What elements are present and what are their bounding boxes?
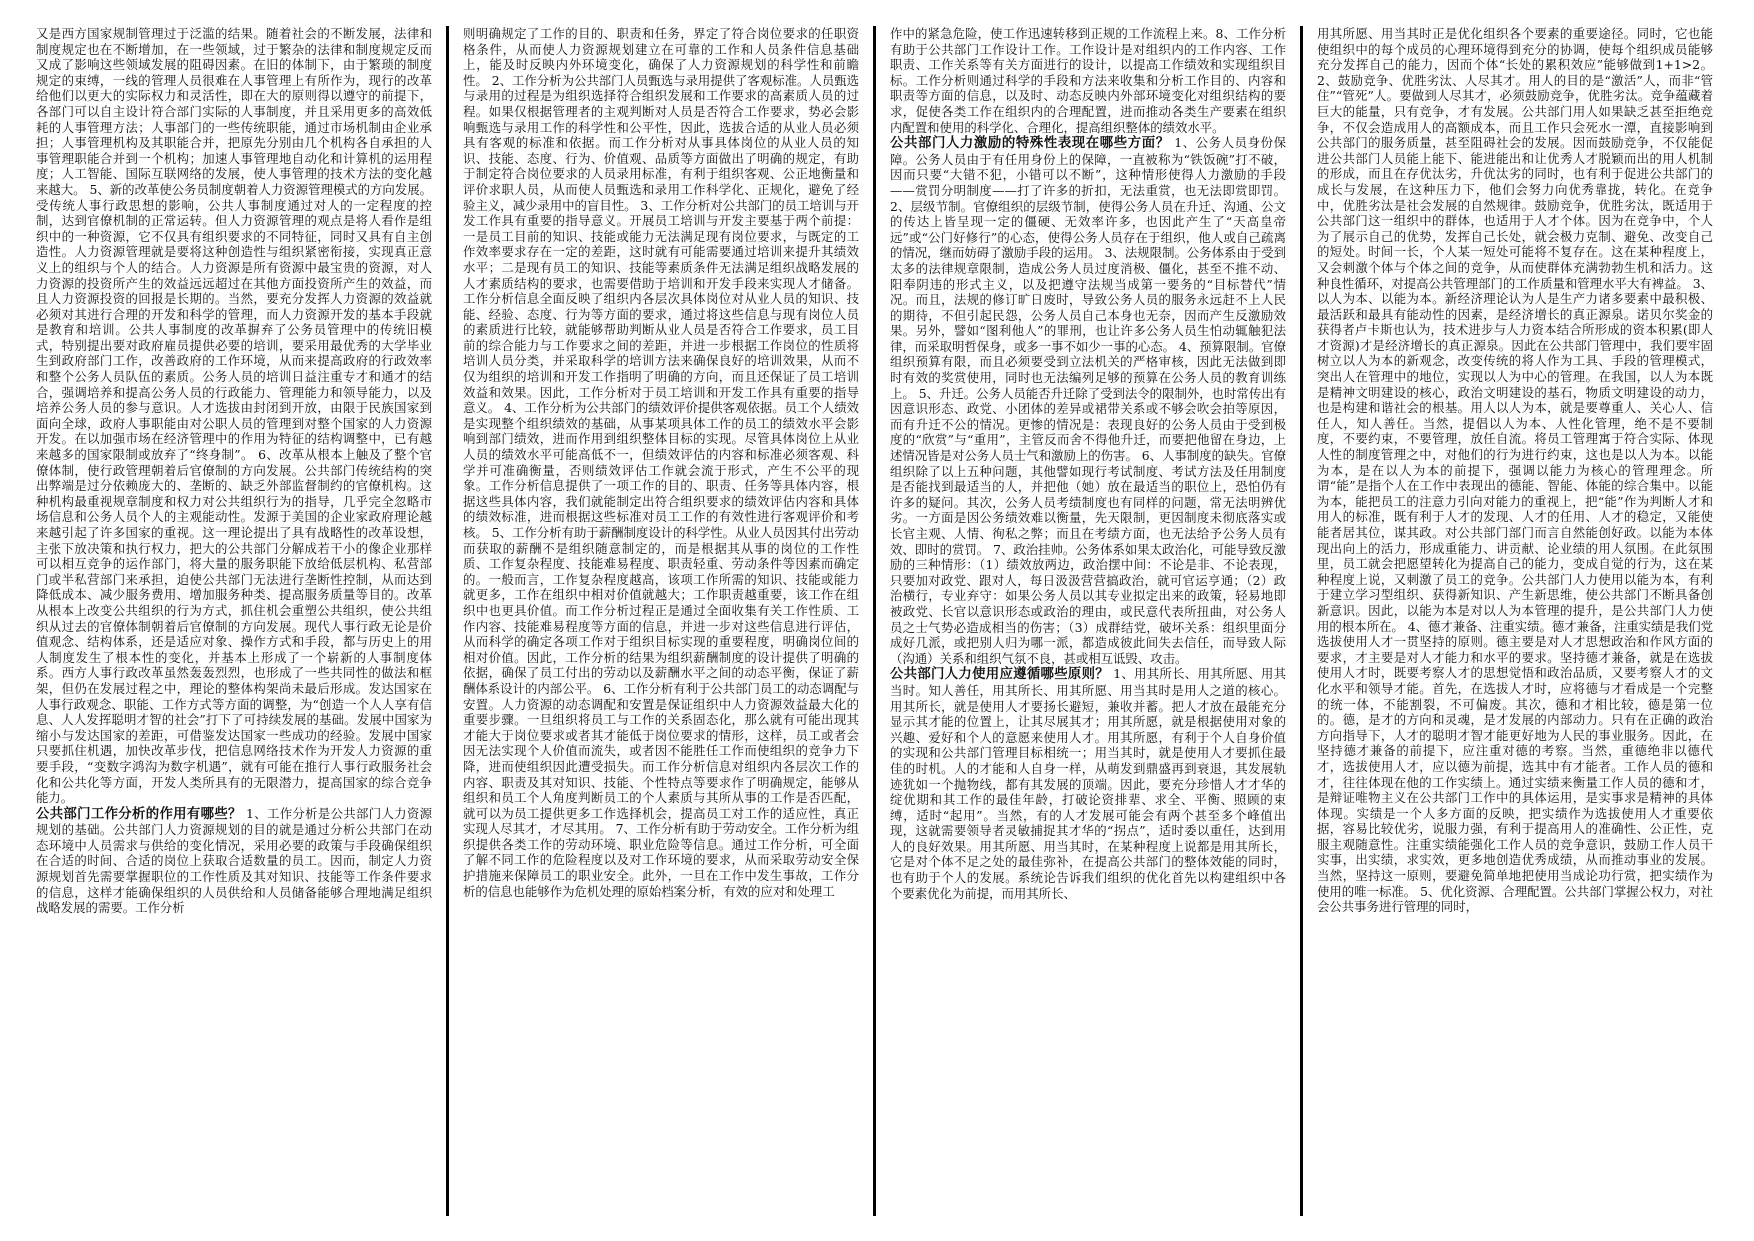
column-divider	[446, 26, 449, 1216]
paragraph: 又是西方国家规制管理过于泛滥的结果。随着社会的不断发展，法律和制度规定也在不断增加，在一些领域，过于繁杂的法律和制度规定反而又成了影响这些领域发展的阻碍因素。在旧的体制下，由于繁琐的制度规定的束缚，一线的管理人员很难在人事管理上有所作为，现行的改革给他们以更大的实际权力和灵活性，即在大的原则得以遵守的前提下，各部门可以自主设计符合部门实际的人事制度，并且采用更多的高效低耗的人事管理方法；人事部门的一些传统职能，通过市场机制由企业承担；人事管理机构及其职能合并，把原先分别由几个机构各自承担的人事管理职能合并到一个机构；加速人事管理地自动化和计算机的运用程度；人工智能、国际互联网络的发展，使人事管理的技术方法的变化越来越大。 5、新的改革使公务员制度朝着人力资源管理模式的方向发展。受传统人事行政思想的影响，公共人事制度通过对人的一定程度的控制，达到官僚机制的正常运转。但人力资源管理的观点是将人看作是组织中的一种资源，它不仅具有组织要求的不同特征，同时又具有自主创造性。人力资源管理就是要将这种创造性与组织紧密衔接，实现真正意义上的组织与个人的结合。人力资源是所有资源中最宝贵的资源，对人力资源的投资所产生的效益远远超过在其他方面投资所产生的效益，而且人力资源投资的回报是长期的。当然，要充分发挥人力资源的效益就必须对其进行合理的开发和科学的管理，而人力资源开发的基本手段就是教育和培训。公共人事制度的改革摒弃了公务员管理中的传统旧模式，特别提出要对政府雇员提供必要的培训，要采用最优秀的大学毕业生到政府部门工作，改善政府的工作环境，从而来提高政府的行政效率和整个公务人员队伍的素质。公务人员的培训日益注重专才和通才的结合，强调培养和提高公务人员的行政能力、管理能力和领导能力，以及培养公务人员的参与意识。人才选拔由封闭到开放，由限于民族国家到面向全球，政府人事职能由对公职人员的管理到对整个国家的人力资源开发。在以加强市场在经济管理中的作用为特征的结构调整中，已有越来越多的国家限制或放弃了“终身制”。 6、改革从根本上触及了整个官僚体制，使行政管理朝着后官僚制的方向发展。公共部门传统结构的突出弊端是过分依赖庞大的、垄断的、缺乏外部监督制约的官僚机构。这种机构最重视规章制度和权力对公共组织行为的指导，几乎完全忽略市场信息和公务人员个人的主观能动性。发源于美国的企业家政府理论越来越引起了许多国家的重视。这一理论提出了具有战略性的改革设想，主张下放决策和执行权力，把大的公共部门分解成若干小的像企业那样可以相互竞争的运作部门，将大量的服务职能下放给低层机构、私营部门或半私营部门来承担，迫使公共部门无法进行垄断性控制，从而达到降低成本、减少服务费用、增加服务种类、提高服务质量等目的。改革从根本上改变公共组织的行为方式，抓住机会重塑公共组织，使公共组织从过去的官僚体制朝着后官僚制的方向发展。现代人事行政无论是价值观念、结构体系，还是适应对象、操作方式和手段，都与历史上的用人制度发生了根本性的变化，并基本上形成了一个崭新的人事制度体系。西方人事行政改革虽然轰轰烈烈，也形成了一些共同性的做法和框架，但仍在发展过程之中，理论的整体构架尚未最后形成。发达国家在人事行政观念、职能、工作方式等方面的调整，为“创造一个人人享有信息、人人发挥聪明才智的社会”打下了可持续发展的基础。发展中国家为缩小与发达国家的差距，可借鉴发达国家一些成功的经验。发展中国家只要抓住机遇，加快改革步伐，把信息网络技术作为开发人力资源的重要手段，“变数字鸿沟为数字机遇”，就有可能在推行人事行政服务社会化和公共化等方面，开发人类所具有的无限潜力，提高国家的综合竞争能力。	[36, 26, 432, 806]
paragraph: 用其所愿、用当其时正是优化组织各个要素的重要途径。同时，它也能使组织中的每个成员的心理环境得到充分的协调，使每个组织成员能够充分发挥自己的能力，因而个体“长处的累积效应”能够做到1+1>2。 2、鼓励竞争、优胜劣汰、人尽其才。用人的目的是“激活”人，而非“管住”“管死”人。要做到人尽其才，必须鼓励竞争，优胜劣汰。竞争蕴藏着巨大的能量，只有竞争，才有发展。公共部门用人如果缺乏甚至拒绝竞争，不仅会造成用人的高额成本，而且工作只会死水一潭，直接影响到公共部门的服务质量，甚至阻碍社会的发展。因而鼓励竞争，不仅能促进公共部门人员能上能下、能进能出和让优秀人才脱颖而出的用人机制的形成，而且在存优汰劣，升优汰劣的同时，也有利于促进公共部门的成长与发展，在这种压力下，他们会努力向优秀靠拢，转化。在竞争中，优胜劣汰是社会发展的自然规律。鼓励竞争，优胜劣汰，既适用于公共部门这一组织中的群体，也适用于人才个体。因为在竞争中，个人为了展示自己的优势，发挥自己长处，就会极力克制、避免、改变自己的短处。时间一长，个人某一短处可能将不复存在。这在某种程度上，又会刺激个体与个体之间的竞争，从而使群体充满勃勃生机和活力。这种良性循环，对提高公共管理部门的工作质量和管理水平大有裨益。 3、以人为本、以能为本。新经济理论认为人是生产力诸多要素中最积极、最活跃和最具有能动性的因素，是经济增长的真正源泉。诺贝尔奖金的获得者卢卡斯也认为，技术进步与人力资本结合所形成的资本积累(即人才资源)才是经济增长的真正源泉。因此在公共部门管理中，我们要牢固树立以人为本的新观念，改变传统的将人作为工具、手段的管理模式，突出人在管理中的地位，实现以人为中心的管理。在我国，以人为本既是精神文明建设的核心，政治文明建设的基石，物质文明建设的动力，也是构建和谐社会的根基。用人以人为本，就是要尊重人、关心人、信任人，知人善任。当然，提倡以人为本、人性化管理，绝不是不要制度，不要约束，不要管理，放任自流。将员工管理寓于符合实际、体现人性的制度管理之中，对他们的行为进行约束，这也是以人为本。以能为本，是在以人为本的前提下，强调以能力为核心的管理理念。所谓“能”是指个人在工作中表现出的德能、智能、体能的综合集中。以能为本，能把员工的注意力引向对能力的重视上，把“能”作为判断人才和用人的标准，既有利于人才的发现、人才的任用、人才的稳定，又能使能者居其位，谋其政。对公共部门部门而言自然能创好政。以能为本体现出向上的活力，形成重能力、讲贡献、论业绩的用人氛围。在此氛围里，员工就会把愿望转化为提高自己的能力，变成自觉的行为，这在某种程度上说，又刺激了员工的竞争。公共部门人力使用以能为本，有利于建立学习型组织、获得新知识、产生新思维，使公共部门不断具备创新意识。因此，以能为本是对以人为本管理的提升，是公共部门人力使用的根本所在。 4、德才兼备、注重实绩。德才兼备，注重实绩是我们党选拔使用人才一贯坚持的原则。德主要是对人才思想政治和作风方面的要求，才主要是对人才能力和水平的要求。坚持德才兼备，就是在选拔使用人才时，既要考察人才的思想觉悟和政治品质，又要考察人才的文化水平和领导才能。首先，在选拔人才时，应将德与才看成是一个完整的统一体，不能割裂，不可偏废。其次，德和才相比较，德是第一位的。德，是才的方向和灵魂，是才发展的内部动力。只有在正确的政治方向指导下，人才的聪明才智才能更好地为人民的事业服务。因此，在坚持德才兼备的前提下，应注重对德的考察。当然，重德绝非以德代才，选拔使用人才，应以德为前提，选其中有才能者。工作人员的德和才，往往体现在他的工作实绩上。通过实绩来衡量工作人员的德和才，是辩证唯物主义在公共部门工作中的具体运用，是实事求是精神的具体体现。实绩是一个人多方面的反映，把实绩作为选拔使用人才重要依据，容易比较优劣，说服力强，有利于提高用人的准确性、公正性，克服主观随意性。注重实绩能强化工作人员的竞争意识，鼓励工作人员干实事，出实绩，求实效，更多地创造优秀成绩，从而推动事业的发展。当然，坚持这一原则，要避免简单地把使用当成论功行赏，把实绩作为使用的唯一标准。 5、优化资源、合理配置。公共部门掌握公权力，对社会公共事务进行管理的同时，	[1317, 26, 1713, 915]
text-column-3	[882, 26, 1294, 1216]
paragraph: 则明确规定了工作的目的、职责和任务，界定了符合岗位要求的任职资格条件，从而使人力资源规划建立在可靠的工作和人员条件信息基础上，能及时反映内外环境变化，确保了人力资源规划的科学性和前瞻性。 2、工作分析为公共部门人员甄选与录用提供了客观标准。人员甄选与录用的过程是为组织选择符合组织发展和工作要求的高素质人员的过程。如果仅根据管理者的主观判断对人员是否符合工作要求，势必会影响甄选与录用工作的科学性和公平性，因此，选拔合适的从业人员必须具有客观的标准和依据。而工作分析对从事具体岗位的从业人员的知识、技能、态度、行为、价值观、品质等方面做出了明确的规定，有助于制定符合岗位要求的人员录用标准，有利于组织客观、公正地衡量和评价求职人员，从而使人员甄选和录用工作科学化、正规化，避免了经验主义，减少录用中的盲目性。 3、工作分析对公共部门的员工培训与开发工作具有重要的指导意义。开展员工培训与开发主要基于两个前提：一是员工目前的知识、技能或能力无法满足现有岗位要求，与既定的工作效率要求存在一定的差距，这时就有可能需要通过培训来提升其绩效水平；二是现有员工的知识、技能等素质条件无法满足组织战略发展的人才素质结构的要求，也需要借助于培训和开发手段来实现人才储备。工作分析信息全面反映了组织内各层次具体岗位对从业人员的知识、技能、经验、态度、行为等方面的要求，通过将这些信息与现有岗位人员的素质进行比较，就能够帮助判断从业人员是否符合工作要求，员工目前的综合能力与工作要求之间的差距，并进一步根据工作岗位的性质将培训人员分类，并采取科学的培训方法来确保良好的培训效果，从而不仅为组织的培训和开发工作指明了明确的方向，而且还保证了员工培训效益和效果。因此，工作分析对于员工培训和开发工作具有重要的指导意义。 4、工作分析为公共部门的绩效评价提供客观依据。员工个人绩效是实现整个组织绩效的基础，从事某项具体工作的员工的绩效水平会影响到部门绩效，进而作用到组织整体目标的实现。尽管具体岗位上从业人员的绩效水平可能高低不一，但绩效评估的内容和标准必须客观、科学并可准确衡量，否则绩效评估工作就会流于形式，产生不公平的现象。工作分析信息提供了一项工作的目的、职责、任务等具体内容，根据这些具体内容，我们就能制定出符合组织要求的绩效评估内容和具体的绩效标准，进而根据这些标准对员工工作的有效性进行客观评价和考核。 5、工作分析有助于薪酬制度设计的科学性。从业人员因其付出劳动而获取的薪酬不是组织随意制定的，而是根据其从事的岗位的工作性质、工作复杂程度、技能难易程度、职责轻重、劳动条件等因素而确定的。一般而言，工作复杂程度越高，该项工作所需的知识、技能或能力就更多，工作在组织中相对价值就越大；工作职责越重要，该工作在组织中也更具价值。而工作分析过程正是通过全面收集有关工作性质、工作内容、技能难易程度等方面的信息，并进一步对这些信息进行评估，从而科学的确定各项工作对于组织目标实现的重要程度，明确岗位间的相对价值。因此，工作分析的结果为组织薪酬制度的设计提供了明确的依据，确保了员工付出的劳动以及薪酬水平之间的动态平衡，保证了薪酬体系设计的内部公平。 6、工作分析有利于公共部门员工的动态调配与安置。人力资源的动态调配和安置是保证组织中人力资源效益最大化的重要步骤。一旦组织将员工与工作的关系固态化，那么就有可能出现其才能大于岗位要求或者其才能低于岗位要求的情形，这样，员工或者会因无法实现个人价值而流失，或者因不能胜任工作而使组织的竞争力下降，进而使组织因此遭受损失。而工作分析信息对组织内各层次工作的内容、职责及其对知识、技能、个性特点等要求作了明确规定，能够从组织和员工个人角度判断员工的个人素质与其所从事的工作是否匹配，就可以为员工提供更多工作选择机会，提高员工对工作的适应性，真正实现人尽其才，才尽其用。 7、工作分析有助于劳动安全。工作分析为组织提供各类工作的劳动环境、职业危险等信息。通过工作分析，可全面了解不同工作的危险程度以及对工作环境的要求，从而采取劳动安全保护措施来保障员工的职业安全。此外，一旦在工作中发生事故，工作分析的信息也能够作为危机处理的原始档案分析，有效的应对和处理工	[463, 26, 859, 899]
text-column-2	[455, 26, 867, 1216]
document-page	[28, 26, 1728, 1216]
paragraph	[36, 806, 432, 916]
question-heading: 公共部门工作分析的作用有哪些？	[36, 806, 242, 822]
answer-text: 1、公务人员身份保障。公务人员由于有任用身份上的保障，一直被称为“铁饭碗”打不破，因而只要“大错不犯，小错可以不断”，这种情形使得人力激励的手段——赏罚分明制度——打了许多的折扣，无法重赏，也无法即赏即罚。 2、层级节制。官僚组织的层级节制，使得公务人员在升迁、沟通、公文的传达上皆呈现一定的僵硬、无效率许多，也因此产生了“天高皇帝远”或“公门好修行”的心态，使得公务人员存在于组织，他人或自己疏离的情况，继而妨碍了激励手段的运用。 3、法规限制。公务体系由于受到太多的法律规章限制，造成公务人员过度消极、僵化，甚至不推不动、阳奉阴违的形式主义，以及把遵守法规当成第一要务的“目标替代”情况。而且，法规的修订旷日废时，导致公务人员的服务永远赶不上人民的期待，不但引起民怨，公务人员自己本身也无奈，因而产生反激励效果。另外，譬如“图利他人”的罪刑，也让许多公务人员生怕动辄触犯法律，而采取明哲保身，或多一事不如少一事的心态。 4、预算限制。官僚组织预算有限，而且必须要受到立法机关的严格审核，因此无法做到即时有效的奖赏使用，同时也无法编列足够的预算在公务人员的教育训练上。 5、升迁。公务人员能否升迁除了受到法令的限制外，也时常传出有因意识形态、政党、小团体的差异或裙带关系或不够会吹会拍等原因，而有升迁不公的情况。更惨的情况是：表现良好的公务人员由于受到极度的“欣赏”与“重用”，主管反而舍不得他升迁，而要把他留在身边，上述情况皆是对公务人员士气和激励上的伤害。 6、人事制度的缺失。官僚组织除了以上五种问题，其他譬如现行考试制度、考试方法及任用制度是否能找到最适当的人，并把他（她）放在最适当的职位上，恐怕仍有许多的疑问。其次，公务人员考绩制度也有同样的问题，常无法明辨优劣。一方面是因公务绩效难以衡量，先天限制，更因制度未彻底落实或长官主观、人情、徇私之弊；而且在考绩方面，也无法给予公务人员有效、即时的赏罚。 7、政治挂帅。公务体系如果太政治化，可能导致反激励的三种情形：（1）绩效放两边，政治摆中间：不论是非、不论表现，只要加对政党、跟对人，每日汲汲营营搞政治，就可官运亨通；（2）政治横行，专业弃守：如果公务人员以其专业拟定出来的政策，轻易地即被政党、长官以意识形态或政治的理由，或民意代表所扭曲，对公务人员之士气势必造成相当的伤害；（3）成群结党，破坏关系：组织里面分成好几派，或把别人归为哪一派，都造成彼此间失去信任，而导致人际（沟通）关系和组织气氛不良，甚或相互诋毁、攻击。	[890, 135, 1286, 666]
column-divider	[1300, 26, 1303, 1216]
text-column-1	[28, 26, 440, 1216]
answer-text: 1、工作分析是公共部门人力资源规划的基础。公共部门人力资源规划的目的就是通过分析公共部门在动态环境中人员需求与供给的变化情况，采用必要的政策与手段确保组织在合适的时间、合适的岗位上获取合适数量的员工。因而，制定人力资源规划首先需要掌握职位的工作性质及其对知识、技能等工作条件要求的信息，这样才能确保组织的人员供给和人员储备能够合理地满足组织战略发展的需要。工作分析	[36, 805, 432, 916]
answer-text: 1、用其所长、用其所愿、用其当时。知人善任，用其所长、用其所愿、用当其时是用人之道的核心。用其所长，就是使用人才要扬长避短，兼收并蓄。把人才放在最能充分显示其才能的位置上，让其尽展其才；用其所愿，就是根据使用对象的兴趣、爱好和个人的意愿来使用人才。用其所愿，有利于个人自身价值的实现和公共部门管理目标相统一；用当其时，就是使用人才要抓住最佳的时机。人的才能和人自身一样，从萌发到鼎盛再到衰退，其发展轨迹犹如一个抛物线，都有其发展的顶端。因此，要充分珍惜人才才华的绽优期和其工作的最佳年龄，打破论资排辈、求全、平衡、照顾的束缚，适时“起用”。当然，有的人才发展可能会有两个甚至多个峰值出现，这就需要领导者灵敏捕捉其才华的“拐点”，适时委以重任，达到用人的良好效果。用其所愿、用当其时，在某种程度上说都是用其所长，它是对个体不足之处的最佳弥补，在提高公共部门的整体效能的同时，也有助于个人的发展。系统论告诉我们组织的优化首先以构建组织中各个要素优化为前提，而用其所长、	[890, 666, 1286, 901]
paragraph	[890, 666, 1286, 901]
paragraph: 作中的紧急危险，使工作迅速转移到正规的工作流程上来。8、工作分析有助于公共部门工作设计工作。工作设计是对组织内的工作内容、工作职责、工作关系等有关方面进行的设计，以提高工作绩效和实现组织目标。工作分析则通过科学的手段和方法来收集和分析工作目的、内容和职责等方面的信息，以及时、动态反映内外部环境变化对组织结构的要求，促使各类工作在组织内的合理配置，进而推动各类生产要素在组织内配置和使用的科学化、合理化，提高组织整体的绩效水平。	[890, 26, 1286, 135]
question-heading: 公共部门人力使用应遵循哪些原则？	[890, 667, 1109, 683]
question-heading: 公共部门人力激励的特殊性表现在哪些方面？	[890, 136, 1170, 152]
paragraph	[890, 135, 1286, 666]
text-column-4	[1309, 26, 1721, 1216]
column-divider	[873, 26, 876, 1216]
